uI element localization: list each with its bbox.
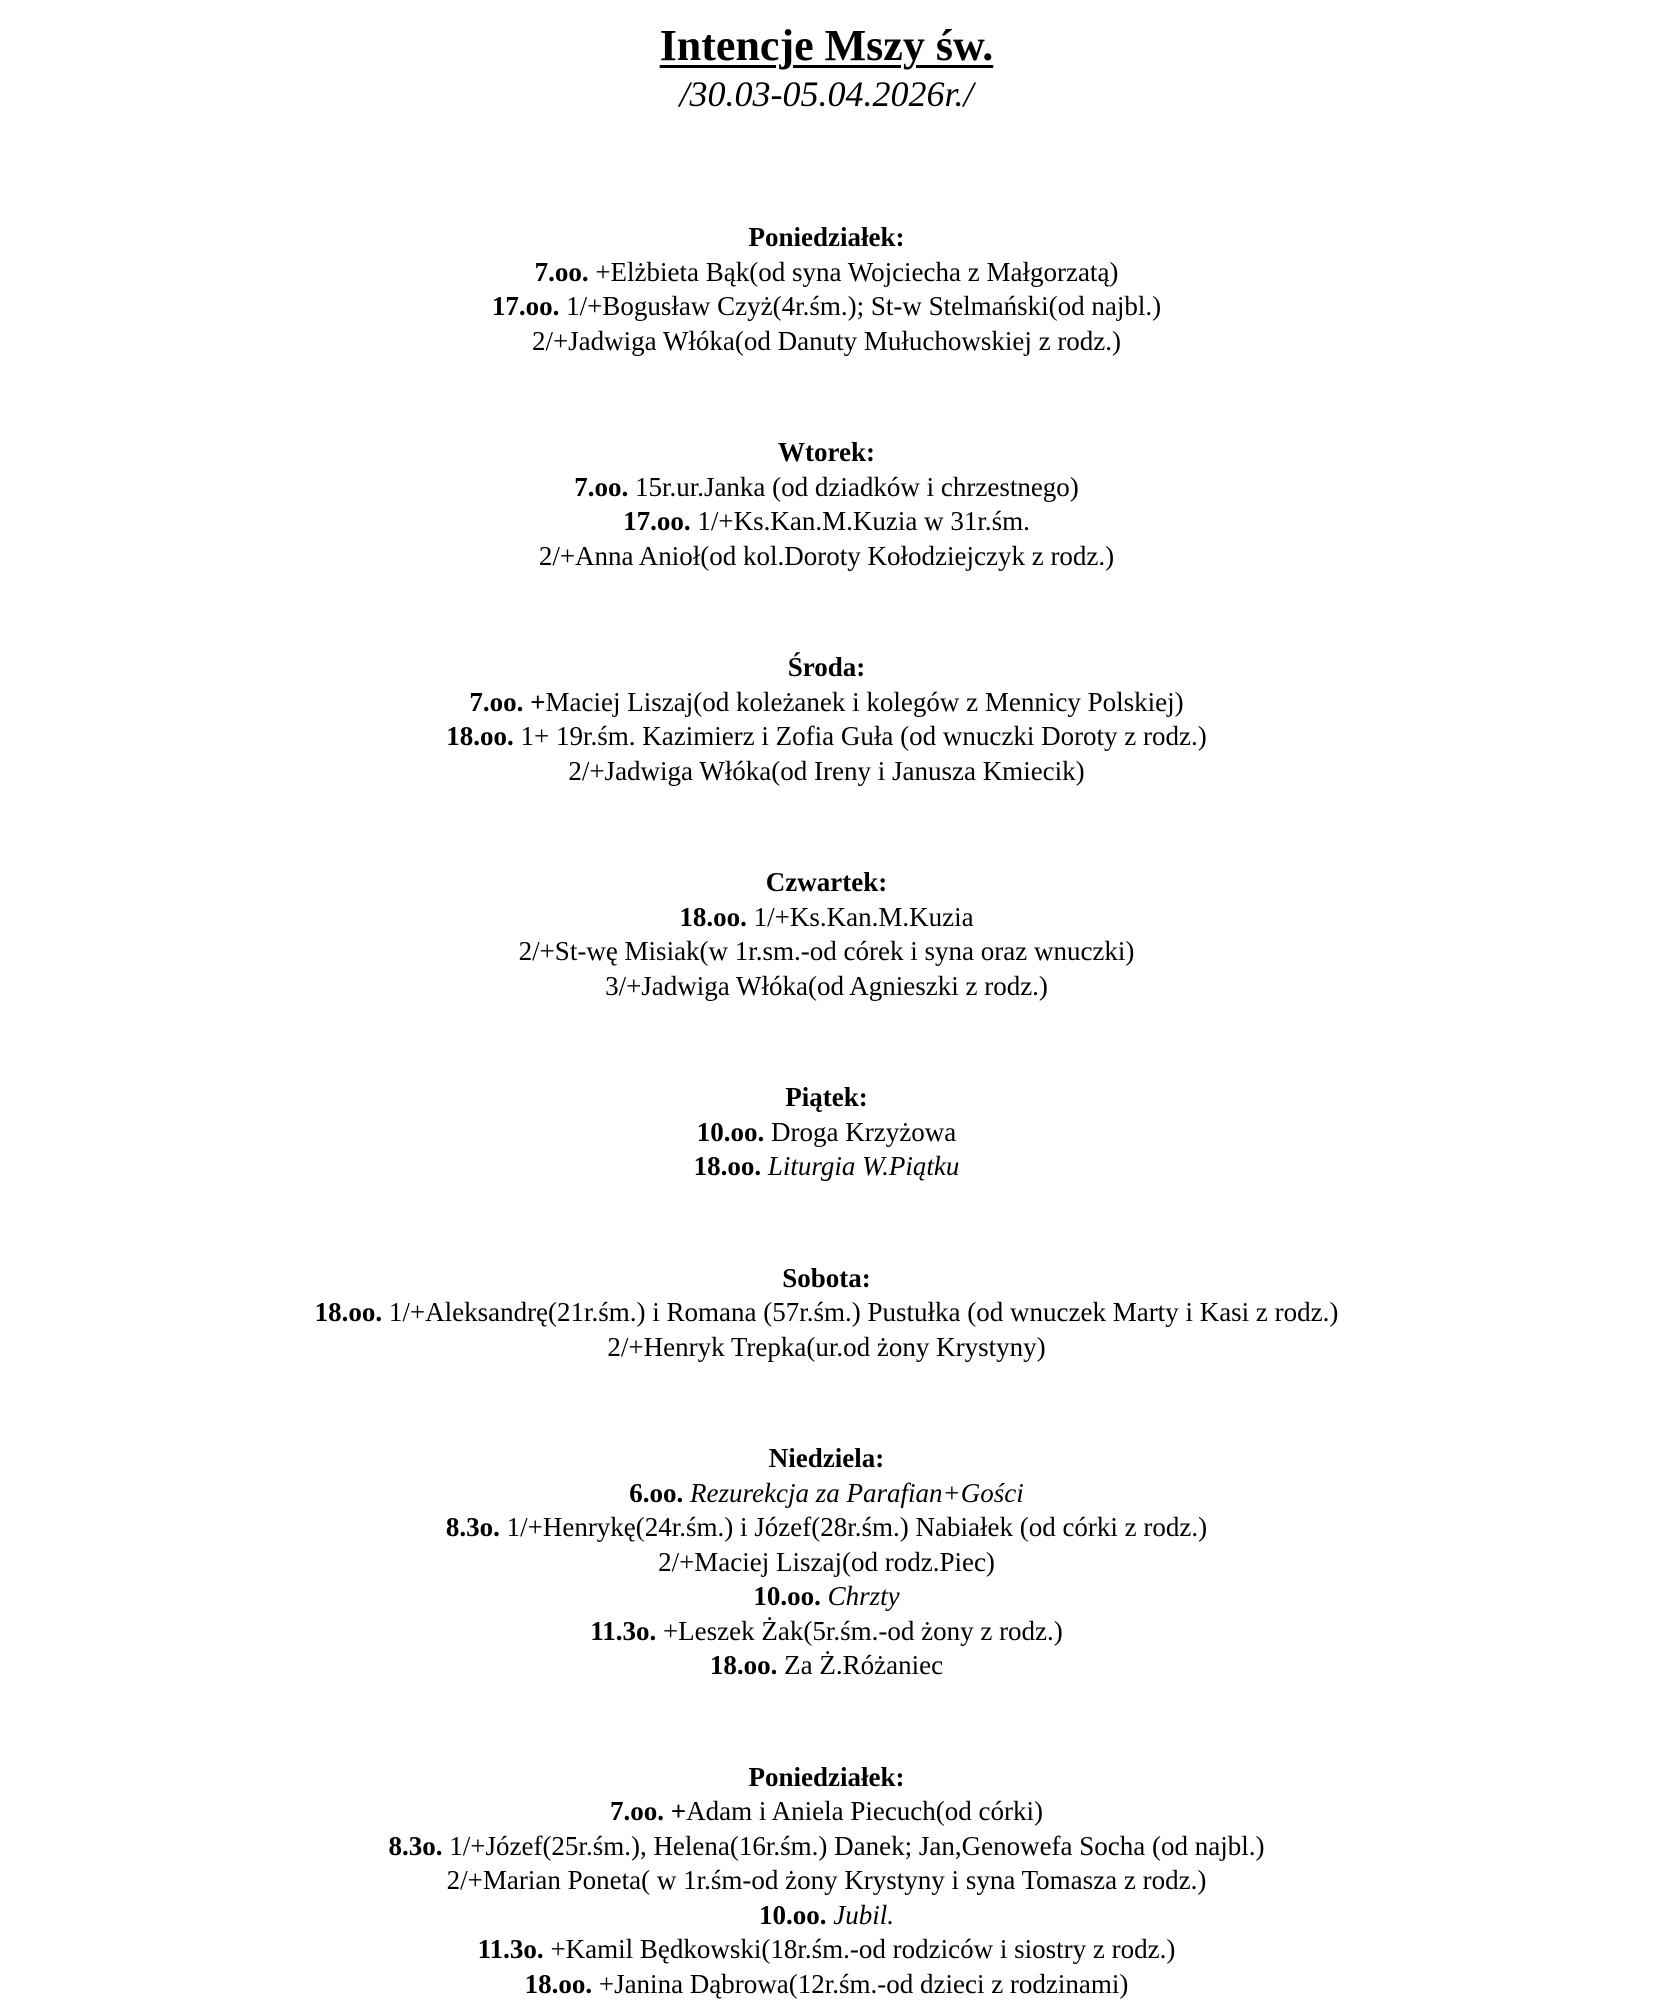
- intention-text: 2/+Marian Poneta( w 1r.śm-od żony Krystyny i syna Tomasza z rodz.): [447, 1865, 1207, 1895]
- mass-time: 18.oo.: [315, 1297, 383, 1327]
- intention-line: [0, 289, 1653, 324]
- mass-time: 17.oo.: [492, 291, 560, 321]
- intention-text: 1+ 19r.śm. Kazimierz i Zofia Guła (od wnuczki Doroty z rodz.): [514, 721, 1207, 751]
- intention-text: 2/+Anna Anioł(od kol.Doroty Kołodziejczyk z rodz.): [539, 541, 1114, 571]
- intention-line: [0, 255, 1653, 290]
- intention-line: [0, 685, 1653, 720]
- mass-time: 11.3o.: [478, 1934, 544, 1964]
- day-section: [0, 1080, 1653, 1184]
- intention-text: 1/+Bogusław Czyż(4r.śm.); St-w Stelmański(od najbl.): [559, 291, 1161, 321]
- mass-time: 18.oo.: [679, 902, 747, 932]
- intention-line: [0, 324, 1653, 359]
- intention-text: 2/+Henryk Trepka(ur.od żony Krystyny): [607, 1332, 1045, 1362]
- schedule: [0, 220, 1653, 2001]
- mass-time: 7.oo. +: [469, 687, 545, 717]
- intention-line: [0, 1967, 1653, 2001]
- mass-time: 10.oo.: [759, 1900, 827, 1930]
- mass-time: 10.oo.: [753, 1581, 821, 1611]
- day-section: [0, 1441, 1653, 1683]
- day-name: Wtorek:: [0, 435, 1653, 470]
- mass-time: 7.oo.: [535, 257, 589, 287]
- intention-line: [0, 1829, 1653, 1864]
- intention-text: 1/+Józef(25r.śm.), Helena(16r.śm.) Danek; Jan,Genowefa Socha (od najbl.): [443, 1831, 1265, 1861]
- intention-line: [0, 1510, 1653, 1545]
- intention-text: 15r.ur.Janka (od dziadków i chrzestnego): [628, 472, 1079, 502]
- intention-line: [0, 719, 1653, 754]
- day-section: [0, 865, 1653, 1003]
- day-name: Poniedziałek:: [0, 1760, 1653, 1795]
- intention-line: [0, 1149, 1653, 1184]
- intention-line: [0, 1330, 1653, 1365]
- intention-line: [0, 900, 1653, 935]
- intention-text: 3/+Jadwiga Włóka(od Agnieszki z rodz.): [605, 971, 1048, 1001]
- date-range: /30.03-05.04.2026r./: [0, 72, 1653, 116]
- mass-time: 7.oo.: [574, 472, 628, 502]
- mass-time: 8.3o.: [446, 1512, 500, 1542]
- mass-time: 10.oo.: [697, 1117, 765, 1147]
- day-name: Środa:: [0, 650, 1653, 685]
- mass-time: 8.3o.: [389, 1831, 443, 1861]
- intention-line: [0, 504, 1653, 539]
- day-name: Piątek:: [0, 1080, 1653, 1115]
- intention-text: 2/+Jadwiga Włóka(od Ireny i Janusza Kmiecik): [568, 756, 1084, 786]
- intention-line: [0, 1863, 1653, 1898]
- intention-line: [0, 1545, 1653, 1580]
- day-section: [0, 650, 1653, 788]
- intention-text: +Leszek Żak(5r.śm.-od żony z rodz.): [656, 1616, 1063, 1646]
- intention-text: Chrzty: [821, 1581, 900, 1611]
- intention-line: [0, 539, 1653, 574]
- mass-time: 18.oo.: [710, 1650, 778, 1680]
- intention-text: Jubil.: [827, 1900, 895, 1930]
- intention-text: 1/+Ks.Kan.M.Kuzia w 31r.śm.: [691, 506, 1030, 536]
- intention-text: +Kamil Będkowski(18r.śm.-od rodziców i siostry z rodz.): [544, 1934, 1176, 1964]
- intention-line: [0, 934, 1653, 969]
- intention-line: [0, 1579, 1653, 1614]
- intention-text: 1/+Henrykę(24r.śm.) i Józef(28r.śm.) Nabiałek (od córki z rodz.): [500, 1512, 1207, 1542]
- intention-text: +Janina Dąbrowa(12r.śm.-od dzieci z rodzinami): [592, 1969, 1128, 1999]
- page-title: Intencje Mszy św.: [0, 0, 1653, 72]
- intention-text: 1/+Aleksandrę(21r.śm.) i Romana (57r.śm.) Pustułka (od wnuczek Marty i Kasi z rodz.): [382, 1297, 1338, 1327]
- intention-line: [0, 754, 1653, 789]
- day-name: Niedziela:: [0, 1441, 1653, 1476]
- day-name: Poniedziałek:: [0, 220, 1653, 255]
- mass-time: 11.3o.: [590, 1616, 656, 1646]
- intention-line: [0, 1898, 1653, 1933]
- intention-line: [0, 1476, 1653, 1511]
- intention-line: [0, 1932, 1653, 1967]
- intention-line: [0, 1295, 1653, 1330]
- intention-line: [0, 969, 1653, 1004]
- day-section: [0, 220, 1653, 358]
- intention-line: [0, 1115, 1653, 1150]
- intention-line: [0, 1794, 1653, 1829]
- intention-text: 1/+Ks.Kan.M.Kuzia: [747, 902, 974, 932]
- mass-time: 18.oo.: [446, 721, 514, 751]
- intention-line: [0, 470, 1653, 505]
- intention-text: Maciej Liszaj(od koleżanek i kolegów z Mennicy Polskiej): [546, 687, 1184, 717]
- intention-text: 2/+Jadwiga Włóka(od Danuty Mułuchowskiej z rodz.): [532, 326, 1121, 356]
- intention-text: Adam i Aniela Piecuch(od córki): [686, 1796, 1043, 1826]
- intention-text: Liturgia W.Piątku: [761, 1151, 959, 1181]
- mass-time: 7.oo. +: [610, 1796, 686, 1826]
- day-name: Sobota:: [0, 1261, 1653, 1296]
- day-section: [0, 435, 1653, 573]
- intention-line: [0, 1648, 1653, 1683]
- day-name: Czwartek:: [0, 865, 1653, 900]
- intention-text: Rezurekcja za Parafian+Gości: [683, 1478, 1023, 1508]
- intention-line: [0, 1614, 1653, 1649]
- day-section: [0, 1261, 1653, 1365]
- mass-time: 18.oo.: [525, 1969, 593, 1999]
- intention-text: +Elżbieta Bąk(od syna Wojciecha z Małgorzatą): [589, 257, 1119, 287]
- intention-text: Droga Krzyżowa: [764, 1117, 956, 1147]
- intention-text: Za Ż.Różaniec: [777, 1650, 943, 1680]
- intention-text: 2/+St-wę Misiak(w 1r.sm.-od córek i syna oraz wnuczki): [519, 936, 1135, 966]
- day-section: [0, 1760, 1653, 2001]
- mass-time: 18.oo.: [694, 1151, 762, 1181]
- intention-text: 2/+Maciej Liszaj(od rodz.Piec): [658, 1547, 995, 1577]
- mass-time: 17.oo.: [623, 506, 691, 536]
- mass-time: 6.oo.: [629, 1478, 683, 1508]
